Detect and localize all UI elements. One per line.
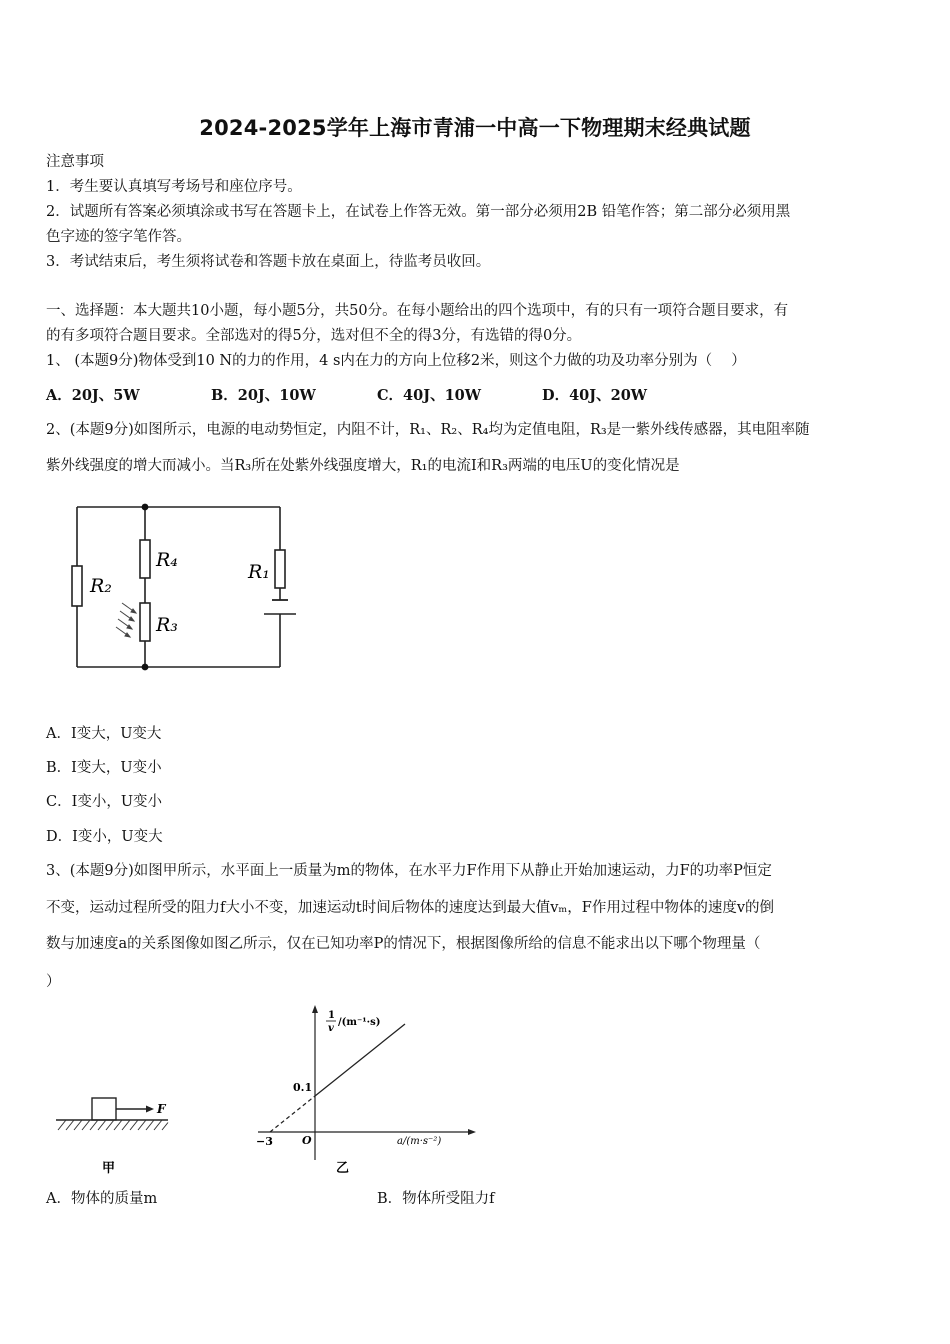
q3-figure-jia	[50, 1090, 180, 1180]
q1-option-b: B．20J、10W	[211, 387, 316, 404]
junction-top	[142, 504, 149, 511]
label-r4: R₄	[156, 549, 178, 571]
page-title: 2024-2025学年上海市青浦一中高一下物理期末经典试题	[199, 116, 751, 140]
q2-circuit-diagram	[60, 495, 310, 680]
resistor-r1	[275, 550, 285, 588]
resistor-r3	[140, 603, 150, 641]
q2-stem-line2: 紫外线强度的增大而减小。当R₃所在处紫外线强度增大，R₁的电流I和R₃两端的电压U的变化情况是	[46, 458, 680, 474]
q1-option-a: A．20J、5W	[46, 387, 140, 404]
label-r1: R₁	[248, 561, 270, 583]
ground-hatch	[58, 1120, 168, 1130]
figure-yi-caption: 乙	[336, 1161, 350, 1176]
y-intercept-label: 0.1	[293, 1081, 313, 1094]
x-axis-arrow	[468, 1129, 476, 1135]
label-r3: R₃	[156, 614, 178, 636]
q3-stem-line1: 3、(本题9分)如图甲所示，水平面上一质量为m的物体，在水平力F作用下从静止开始加速运动，力F的功率P恒定	[46, 863, 772, 879]
x-label: a/(m·s⁻²)	[397, 1136, 442, 1147]
q1-stem: 1、 (本题9分)物体受到10 N的力的作用，4 s内在力的方向上位移2米，则这个力做的功及功率分别为（ ）	[46, 353, 746, 369]
y-label-unit: /(m⁻¹·s)	[338, 1017, 381, 1028]
section-intro-line1: 一、选择题：本大题共10小题，每小题5分，共50分。在每小题给出的四个选项中，有的只有一项符合题目要求，有	[46, 303, 789, 319]
figure-jia-caption: 甲	[102, 1161, 116, 1176]
q1-option-d: D．40J、20W	[542, 387, 648, 404]
q2-option-a: A．I变大，U变大	[46, 726, 162, 742]
battery-icon	[264, 600, 296, 614]
q2-option-c: C．I变小，U变小	[46, 794, 163, 810]
graph-line-extrapolated	[270, 1096, 315, 1132]
y-axis-arrow	[312, 1005, 318, 1013]
q3-figure-yi	[250, 1005, 480, 1180]
resistor-r2	[72, 566, 82, 606]
q2-option-d: D．I变小，U变大	[46, 829, 163, 845]
q3-stem-line3: 数与加速度a的关系图像如图乙所示，仅在已知功率P的情况下，根据图像所给的信息不能求出以下哪个物理量（	[46, 936, 761, 952]
junction-bottom	[142, 664, 149, 671]
q2-stem-line1: 2、(本题9分)如图所示，电源的电动势恒定，内阻不计，R₁、R₂、R₄均为定值电阻，R₃是一紫外线传感器，其电阻率随	[46, 422, 810, 438]
q3-option-a: A．物体的质量m	[46, 1191, 158, 1207]
y-label-numerator: 1	[328, 1010, 335, 1021]
section-intro-line2: 的有多项符合题目要求。全部选对的得5分，选对但不全的得3分，有选错的得0分。	[46, 328, 582, 344]
notice-item-2: 2．试题所有答案必须填涂或书写在答题卡上，在试卷上作答无效。第一部分必须用2B 铅笔作答；第二部分必须用黑	[46, 204, 791, 220]
notice-item-3: 3．考试结束后，考生须将试卷和答题卡放在桌面上，待监考员收回。	[46, 254, 491, 270]
notice-item-1: 1．考生要认真填写考场号和座位序号。	[46, 179, 302, 195]
resistor-r4	[140, 540, 150, 578]
origin-label: O	[302, 1134, 312, 1147]
graph-line	[315, 1024, 405, 1096]
q3-stem-line2: 不变，运动过程所受的阻力f大小不变，加速运动t时间后物体的速度达到最大值vₘ，F作用过程中物体的速度v的倒	[46, 900, 775, 916]
label-r2: R₂	[90, 575, 112, 597]
uv-light-arrows-icon	[116, 603, 136, 637]
notice-item-2-cont: 色字迹的签字笔作答。	[46, 229, 191, 245]
force-arrow-head	[146, 1106, 154, 1113]
force-label: F	[157, 1102, 166, 1116]
q3-option-b: B．物体所受阻力f	[377, 1191, 495, 1207]
q1-option-c: C．40J、10W	[377, 387, 482, 404]
q2-option-b: B．I变大，U变小	[46, 760, 162, 776]
block	[92, 1098, 116, 1120]
y-label-denominator: v	[328, 1023, 334, 1034]
x-intercept-label: −3	[256, 1135, 273, 1148]
q3-stem-line4: ）	[46, 974, 61, 990]
notice-heading: 注意事项	[46, 154, 104, 170]
